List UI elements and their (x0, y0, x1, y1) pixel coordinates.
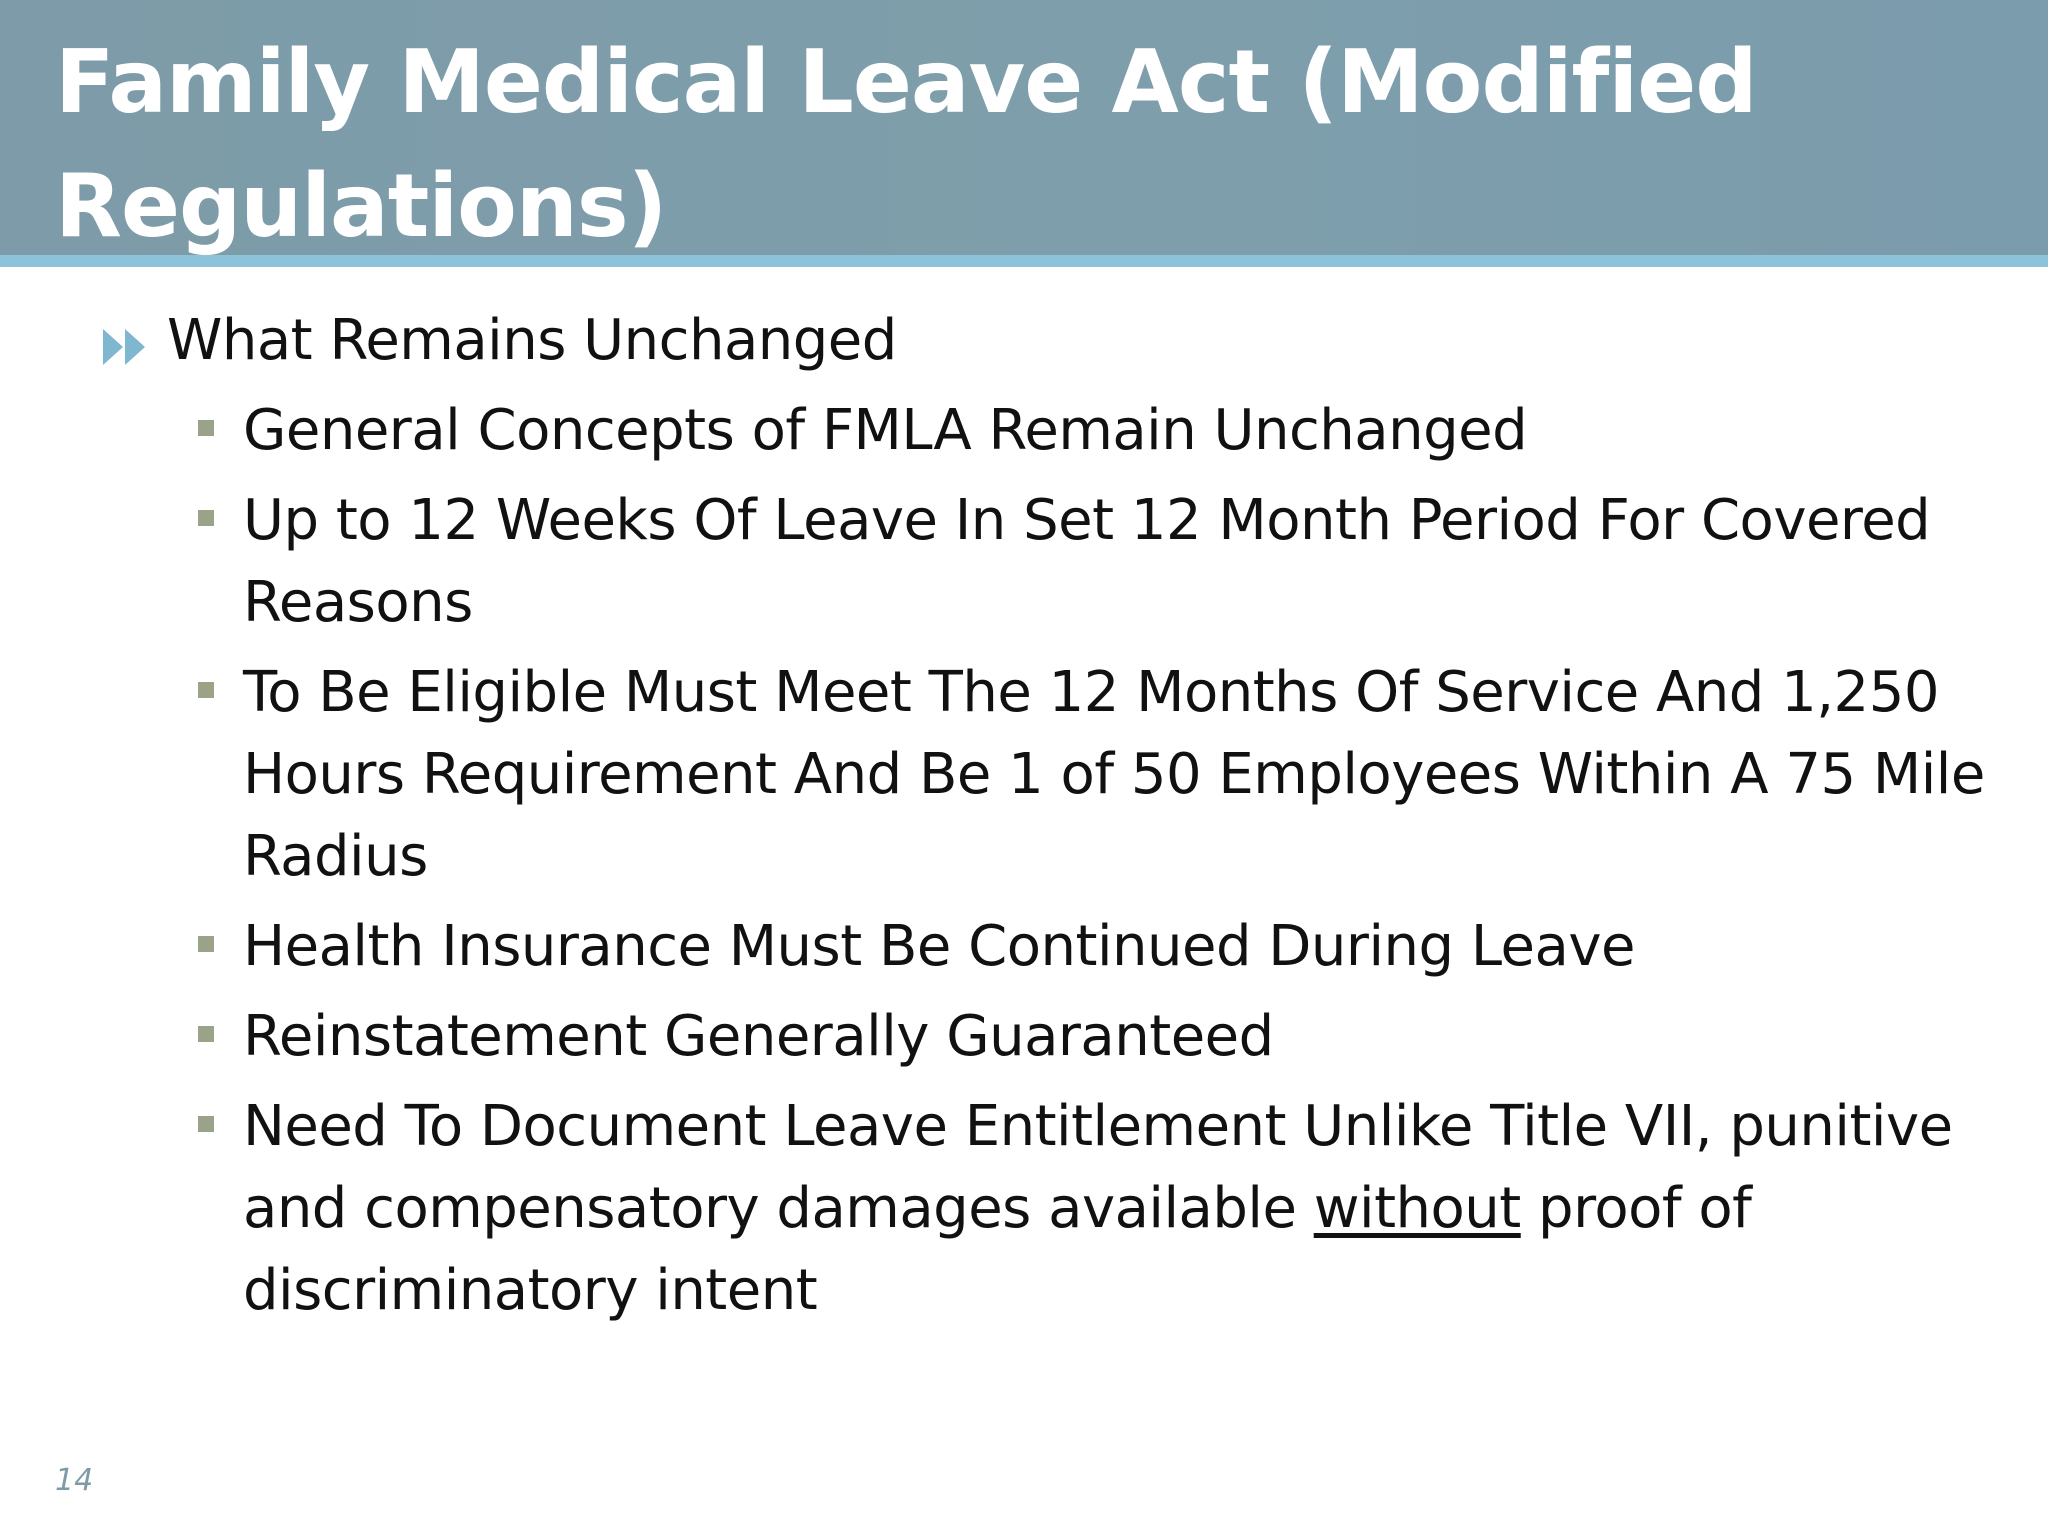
square-bullet-icon (198, 1116, 214, 1132)
heading-label: What Remains Unchanged (167, 308, 897, 373)
square-bullet-icon (198, 420, 214, 436)
heading-item (0, 300, 2048, 382)
square-bullet-icon (198, 1026, 214, 1042)
slide-content (0, 300, 2048, 1340)
square-bullet-icon (198, 936, 214, 952)
square-bullet-icon (198, 510, 214, 526)
underlined-word: without (1313, 1176, 1521, 1241)
bullet-item (0, 1086, 2048, 1332)
bullet-item (0, 996, 2048, 1078)
bullet-text: To Be Eligible Must Meet The 12 Months Of Service And 1,250 Hours Requirement And Be 1 of 50 Employees Within A 75 Mile Radius (243, 660, 1985, 889)
bullet-text: Up to 12 Weeks Of Leave In Set 12 Month Period For Covered Reasons (243, 488, 1931, 635)
bullet-text: Health Insurance Must Be Continued During Leave (243, 914, 1635, 979)
bullet-item (0, 652, 2048, 898)
bullet-item (0, 480, 2048, 644)
square-bullet-icon (198, 682, 214, 698)
bullet-text: Reinstatement Generally Guaranteed (243, 1004, 1274, 1069)
bullet-text-before: Need To Document Leave Entitlement Unlike Title VII, punitive and compensatory damages available (243, 1094, 1953, 1241)
slide-title: Family Medical Leave Act (Modified Regulations) (55, 31, 1757, 257)
page-number: 14 (55, 1463, 94, 1498)
double-chevron-right-icon (103, 327, 149, 367)
bullet-item (0, 906, 2048, 988)
bullet-text: General Concepts of FMLA Remain Unchanged (243, 398, 1528, 463)
bullet-text-after: proof of discriminatory intent (243, 1176, 1752, 1323)
bullet-item (0, 390, 2048, 472)
